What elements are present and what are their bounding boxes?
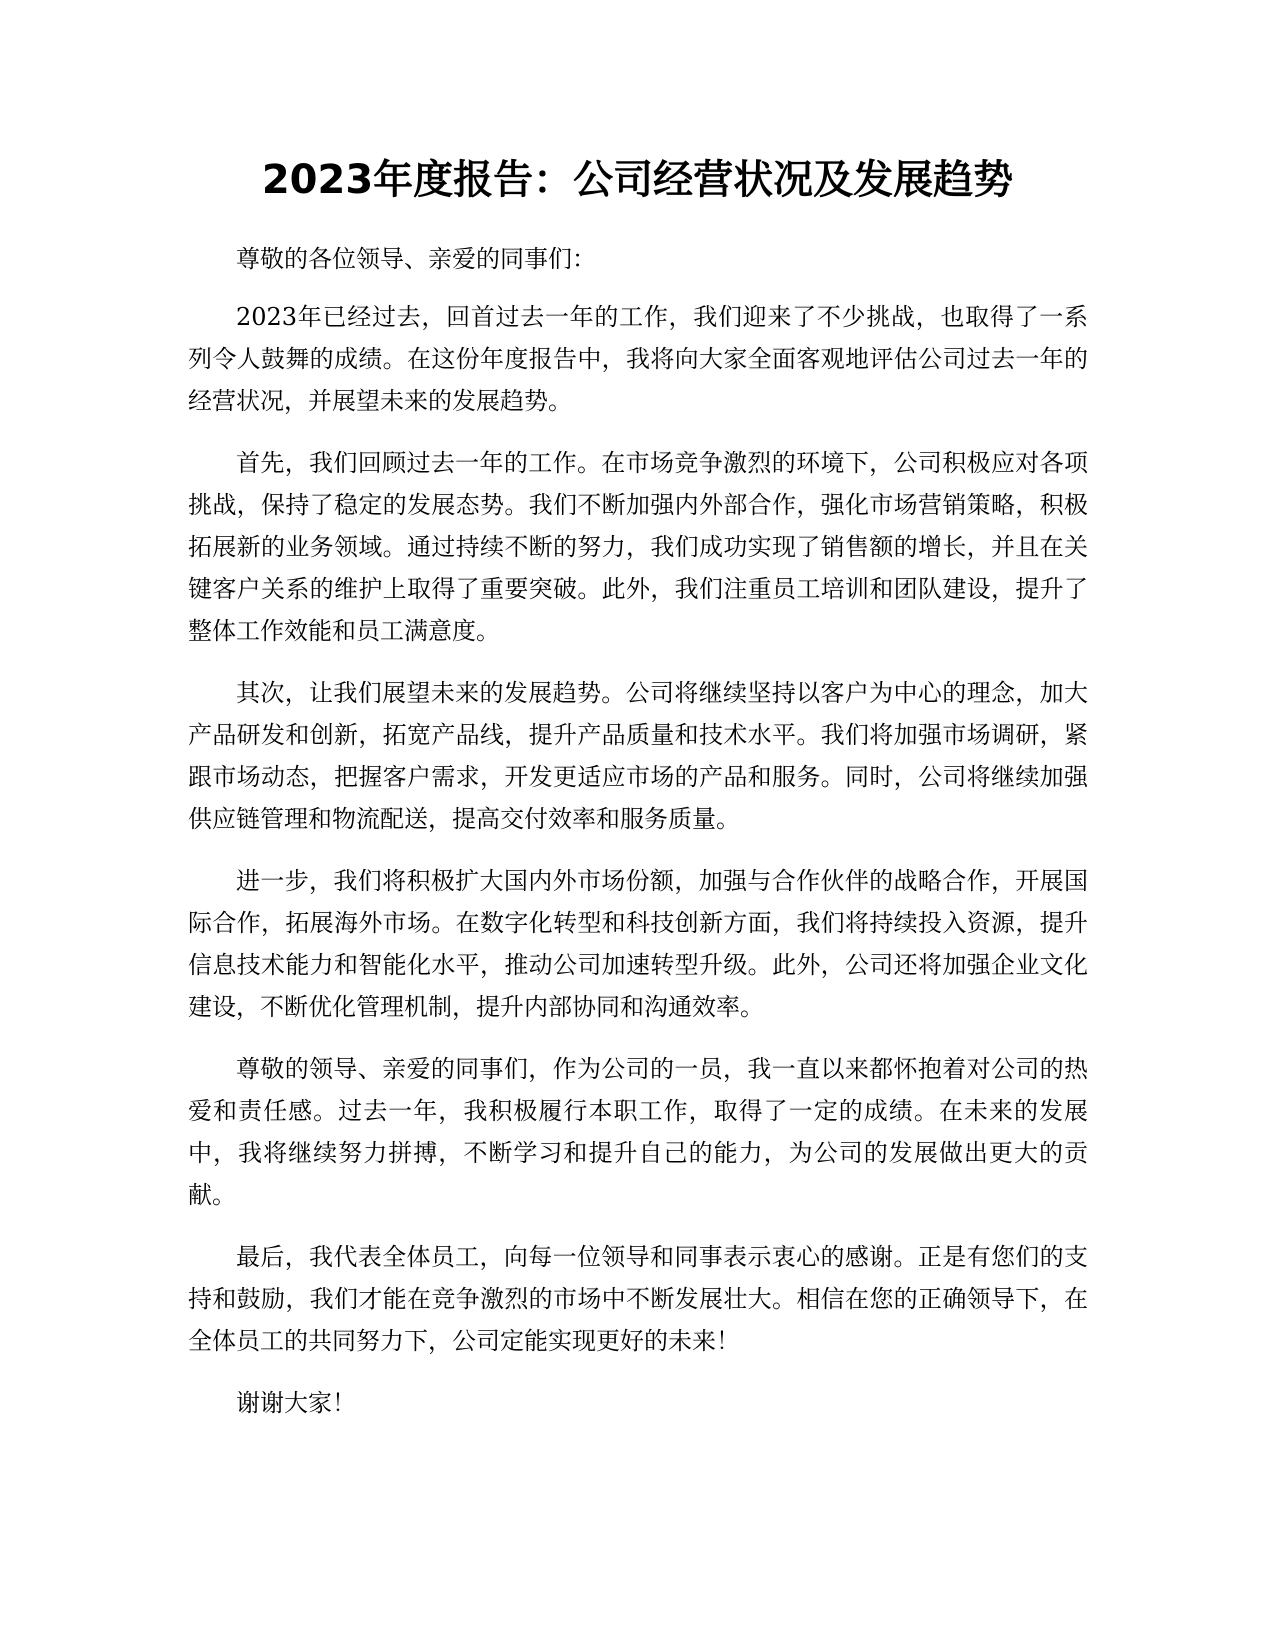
paragraph-intro: 2023年已经过去，回首过去一年的工作，我们迎来了不少挑战，也取得了一系列令人鼓舞的成绩。在这份年度报告中，我将向大家全面客观地评估公司过去一年的经营状况，并展望未来的发展趋势。	[188, 303, 1088, 415]
document-title: 2023年度报告：公司经营状况及发展趋势	[261, 157, 1014, 203]
paragraph-thanks: 最后，我代表全体员工，向每一位领导和同事表示衷心的感谢。正是有您们的支持和鼓励，我们才能在竞争激烈的市场中不断发展壮大。相信在您的正确领导下，在全体员工的共同努力下，公司定能实现更好的未来！	[188, 1243, 1088, 1355]
paragraph-personal: 尊敬的领导、亲爱的同事们，作为公司的一员，我一直以来都怀抱着对公司的热爱和责任感。过去一年，我积极履行本职工作，取得了一定的成绩。在未来的发展中，我将继续努力拼搏，不断学习和提升自己的能力，为公司的发展做出更大的贡献。	[188, 1055, 1088, 1209]
document-body	[188, 238, 1088, 1424]
salutation: 尊敬的各位领导、亲爱的同事们：	[236, 245, 596, 273]
paragraph-expansion: 进一步，我们将积极扩大国内外市场份额，加强与合作伙伴的战略合作，开展国际合作，拓展海外市场。在数字化转型和科技创新方面，我们将持续投入资源，提升信息技术能力和智能化水平，推动公司加速转型升级。此外，公司还将加强企业文化建设，不断优化管理机制，提升内部协同和沟通效率。	[188, 867, 1088, 1021]
closing-line: 谢谢大家！	[236, 1389, 356, 1417]
paragraph-outlook: 其次，让我们展望未来的发展趋势。公司将继续坚持以客户为中心的理念，加大产品研发和创新，拓宽产品线，提升产品质量和技术水平。我们将加强市场调研，紧跟市场动态，把握客户需求，开发更适应市场的产品和服务。同时，公司将继续加强供应链管理和物流配送，提高交付效率和服务质量。	[188, 679, 1088, 833]
paragraph-review: 首先，我们回顾过去一年的工作。在市场竞争激烈的环境下，公司积极应对各项挑战，保持了稳定的发展态势。我们不断加强内外部合作，强化市场营销策略，积极拓展新的业务领域。通过持续不断的努力，我们成功实现了销售额的增长，并且在关键客户关系的维护上取得了重要突破。此外，我们注重员工培训和团队建设，提升了整体工作效能和员工满意度。	[188, 449, 1088, 645]
